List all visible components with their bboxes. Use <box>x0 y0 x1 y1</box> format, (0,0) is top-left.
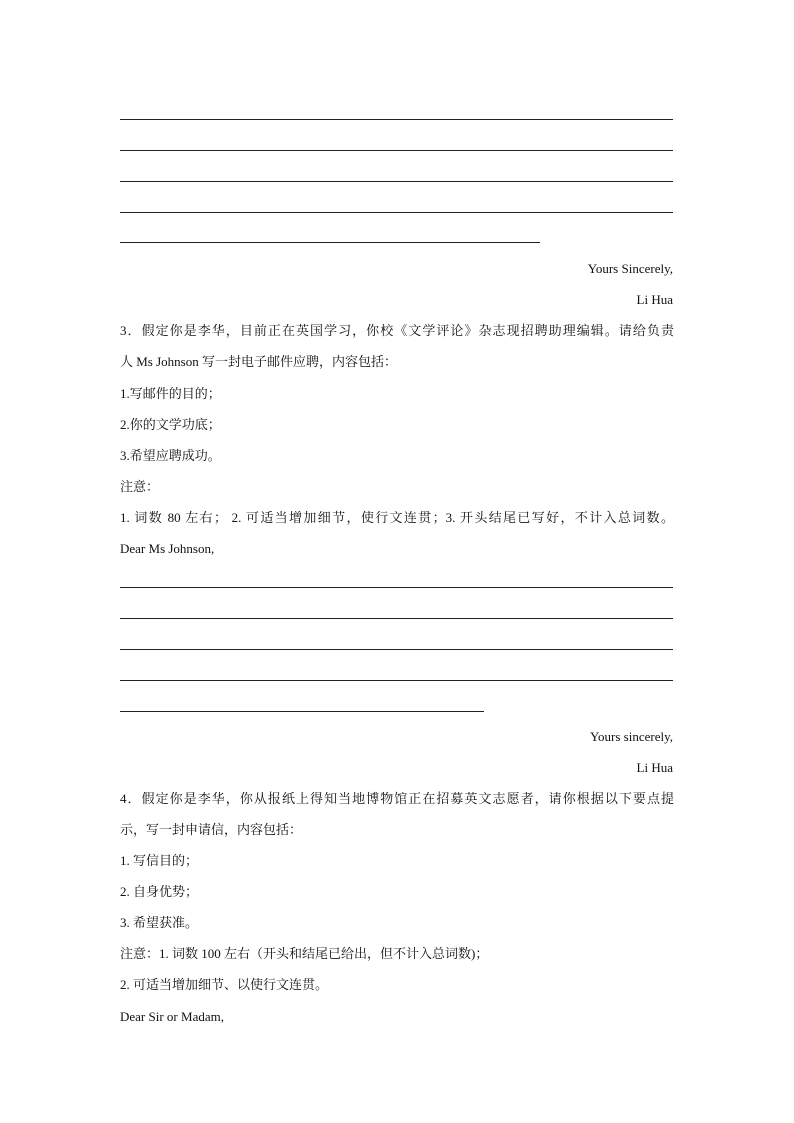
q3-prompt-line-1: 3．假定你是李华，目前正在英国学习，你校《文学评论》杂志现招聘助理编辑。请给负责 <box>120 323 674 338</box>
q4-prompt-line-2: 示，写一封申请信，内容包括： <box>120 822 303 837</box>
answer-line-short <box>120 242 540 243</box>
answer-line <box>120 119 673 120</box>
answer-line <box>120 649 673 650</box>
answer-line <box>120 680 673 681</box>
q4-point-3: 3. 希望获准。 <box>120 915 199 930</box>
q4-note-line-1: 注意：1. 词数 100 左右（开头和结尾已给出，但不计入总词数)； <box>120 946 489 961</box>
q4-note-line-2: 2. 可适当增加细节、以使行文连贯。 <box>120 977 329 992</box>
q4-point-2: 2. 自身优势； <box>120 884 199 899</box>
answer-line <box>120 212 673 213</box>
closing: Yours Sincerely, <box>587 261 673 276</box>
q4-prompt-line-1: 4．假定你是李华，你从报纸上得知当地博物馆正在招募英文志愿者，请你根据以下要点提 <box>120 791 674 806</box>
q3-greeting: Dear Ms Johnson, <box>120 541 215 556</box>
q3-note-text: 1. 词数 80 左右； 2. 可适当增加细节，使行文连贯；3. 开头结尾已写好，不计入总词数。 <box>120 510 674 525</box>
signature: Li Hua <box>636 292 673 307</box>
q4-greeting: Dear Sir or Madam, <box>120 1009 224 1024</box>
answer-line-short <box>120 711 484 712</box>
answer-line <box>120 181 673 182</box>
q3-note-label: 注意： <box>120 479 160 494</box>
q3-closing: Yours sincerely, <box>589 729 673 744</box>
answer-line <box>120 150 673 151</box>
q3-signature: Li Hua <box>636 760 673 775</box>
q3-prompt-line-2: 人 Ms Johnson 写一封电子邮件应聘，内容包括： <box>120 354 397 369</box>
answer-line <box>120 618 673 619</box>
q3-point-2: 2.你的文学功底； <box>120 417 221 432</box>
q3-point-1: 1.写邮件的目的； <box>120 386 221 401</box>
q3-point-3: 3.希望应聘成功。 <box>120 448 221 463</box>
answer-line <box>120 587 673 588</box>
q4-point-1: 1. 写信目的； <box>120 853 199 868</box>
